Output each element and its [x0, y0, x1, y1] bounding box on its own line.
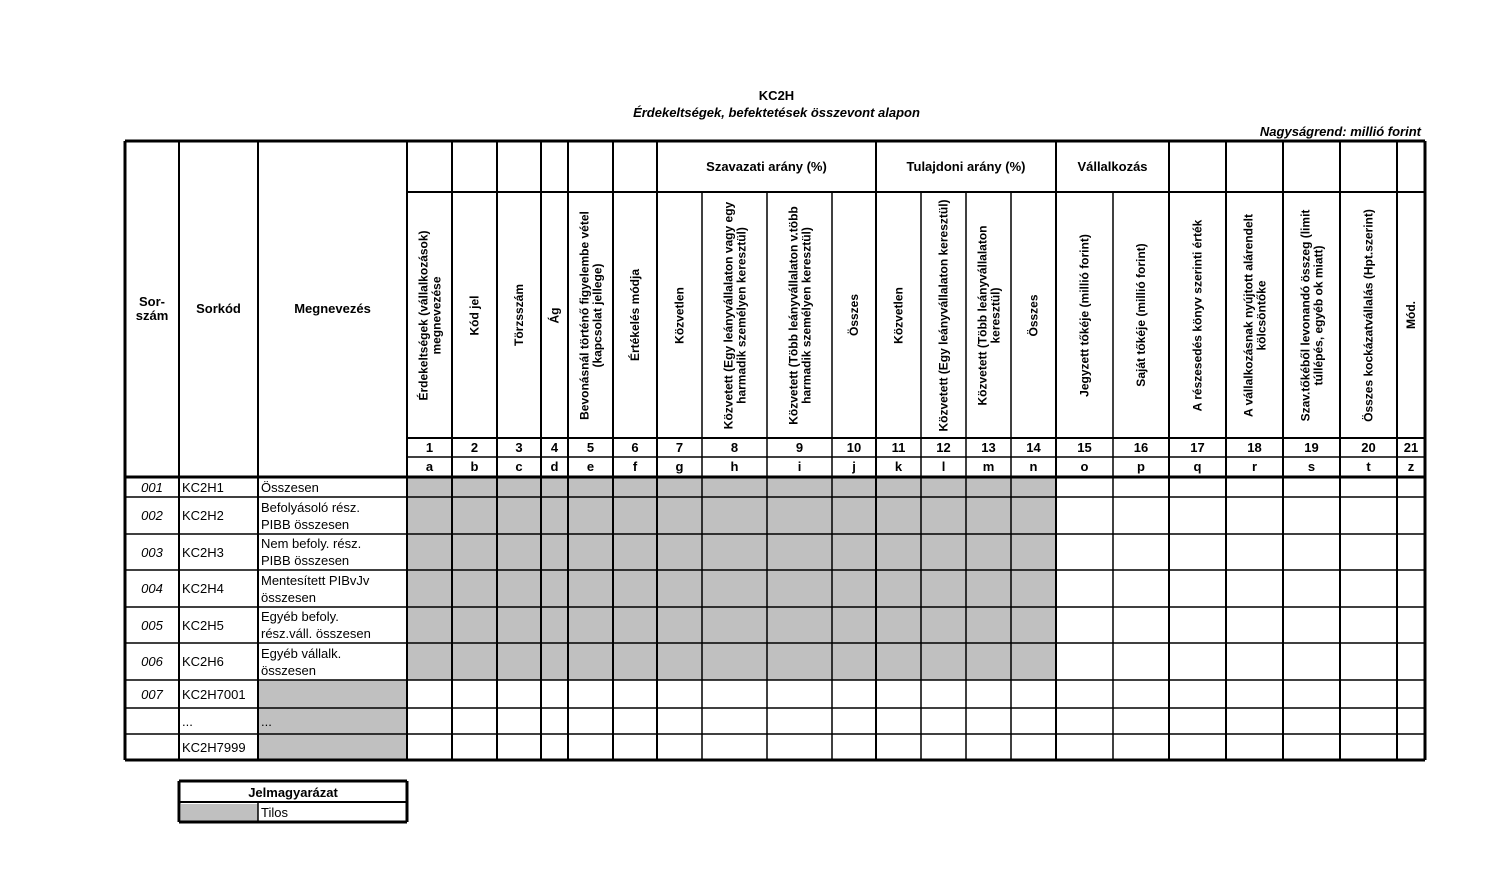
row-megnevezes: Egyéb befoly. rész.váll. összesen	[261, 609, 371, 641]
column-header-19	[1283, 192, 1340, 438]
column-number-18: 18	[1247, 439, 1262, 455]
group-tulajdoni-arany: Tulajdoni arány (%)	[906, 158, 1026, 174]
column-header-9	[767, 192, 832, 438]
forbidden-cell	[407, 477, 1056, 497]
column-header-4	[541, 192, 568, 438]
column-number-17: 17	[1190, 439, 1205, 455]
row-sorkod: KC2H1	[182, 479, 224, 495]
column-header-5	[568, 192, 613, 438]
row-sorszam: 006	[141, 654, 163, 669]
row-sorszam: 001	[141, 479, 163, 495]
column-letter-j: j	[852, 459, 856, 474]
column-letter-m: m	[982, 459, 995, 474]
column-letter-g: g	[675, 459, 684, 474]
column-letter-n: n	[1029, 459, 1038, 474]
column-number-19: 19	[1304, 439, 1319, 455]
forbidden-cell	[407, 534, 1056, 570]
row-megnevezes: Nem befoly. rész. PIBB összesen	[261, 536, 362, 568]
column-letter-o: o	[1080, 459, 1089, 474]
column-header-text: Bevonásnál történő figyelembe vétel (kapcsolat jellege)	[576, 210, 604, 420]
row-sorszam: 002	[141, 508, 163, 523]
column-header-16	[1113, 192, 1169, 438]
column-header-21	[1397, 192, 1425, 438]
group-szavazati-arany: Szavazati arány (%)	[706, 158, 827, 174]
column-header-8	[702, 192, 767, 438]
column-number-12: 12	[936, 439, 951, 455]
group-vallalkozas: Vállalkozás	[1077, 158, 1148, 174]
column-header-text: Érdekeltségek (vállalkozások) megnevezése	[415, 229, 443, 401]
column-number-3: 3	[515, 439, 523, 455]
column-header-11	[876, 192, 921, 438]
header-megnevezes: Megnevezés	[294, 301, 371, 316]
row-sorkod: KC2H5	[182, 617, 224, 633]
row-megnevezes	[261, 680, 407, 708]
column-number-7: 7	[675, 439, 684, 455]
column-header-text: Közvetett (Egy leányvállalaton keresztül)	[936, 198, 950, 432]
column-number-21: 21	[1403, 439, 1419, 455]
row-megnevezes: Egyéb vállalk. összesen	[261, 645, 342, 678]
column-letter-r: r	[1251, 459, 1258, 474]
column-number-16: 16	[1133, 439, 1149, 455]
forbidden-cell	[407, 497, 1056, 534]
row-sorszam	[125, 734, 179, 760]
legend-title: Jelmagyarázat	[248, 784, 338, 800]
row-megnevezes: Összesen	[261, 479, 319, 495]
column-letter-t: t	[1366, 459, 1371, 474]
column-letter-e: e	[586, 459, 595, 474]
column-header-text: Összes kockázatvállalás (Hpt.szerint)	[1361, 208, 1375, 422]
column-letter-h: h	[730, 459, 739, 474]
column-header-15	[1056, 192, 1113, 438]
row-sorkod: KC2H7999	[182, 739, 246, 755]
row-sorszam	[125, 708, 179, 734]
column-header-text: Ág	[547, 307, 561, 323]
column-header-text: Összes	[846, 293, 861, 337]
column-header-2	[452, 192, 497, 438]
column-header-18	[1226, 192, 1283, 438]
column-letter-b: b	[470, 459, 479, 474]
legend-swatch	[181, 804, 258, 821]
column-number-11: 11	[891, 439, 906, 455]
column-header-text: Saját tőkéje (millió forint)	[1133, 243, 1148, 387]
column-header-text: Jegyzett tőkéje (millió forint)	[1077, 233, 1091, 397]
row-sorkod: ...	[182, 713, 193, 729]
legend-label-tilos: Tilos	[261, 804, 288, 820]
column-header-text: Közvetett (Több leányvállalaton v.több harmadik személyen keresztül)	[785, 205, 813, 425]
row-sorkod: KC2H3	[182, 544, 224, 560]
row-sorkod: KC2H6	[182, 654, 224, 669]
header-sorkod: Sorkód	[196, 301, 241, 316]
column-number-15: 15	[1077, 439, 1092, 455]
column-number-9: 9	[795, 439, 804, 455]
header-sorszam: Sor- szám	[135, 294, 169, 323]
unit-note: Nagyságrend: millió forint	[1259, 124, 1421, 139]
column-letter-f: f	[632, 459, 638, 474]
column-letter-q: q	[1193, 459, 1202, 474]
column-number-6: 6	[631, 439, 639, 455]
column-header-1	[407, 192, 452, 438]
column-number-2: 2	[470, 439, 479, 455]
column-letter-i: i	[797, 459, 802, 474]
column-header-text: Törzsszám	[511, 283, 526, 347]
column-header-6	[613, 192, 657, 438]
column-header-12	[921, 192, 966, 438]
forbidden-cell	[407, 643, 1056, 680]
form-code-title: KC2H	[758, 88, 795, 103]
column-number-13: 13	[981, 439, 996, 455]
column-letter-a: a	[425, 459, 434, 474]
column-number-5: 5	[586, 439, 595, 455]
row-megnevezes: Mentesített PIBvJv összesen	[261, 572, 370, 605]
column-header-text: Mód.	[1403, 301, 1418, 329]
row-sorkod: KC2H2	[182, 508, 224, 523]
column-header-text: Kód jel	[467, 295, 481, 336]
forbidden-cell	[407, 607, 1056, 643]
column-header-text: A részesedés könyv szerinti érték	[1190, 219, 1204, 411]
column-letter-z: z	[1407, 459, 1415, 474]
row-megnevezes	[261, 734, 407, 760]
column-header-text: Közvetlen	[891, 286, 905, 344]
row-sorkod: KC2H4	[182, 581, 224, 596]
column-header-20	[1340, 192, 1397, 438]
column-number-20: 20	[1361, 439, 1376, 455]
column-number-14: 14	[1026, 439, 1041, 455]
column-header-17	[1169, 192, 1226, 438]
row-sorkod: KC2H7001	[182, 686, 246, 702]
column-number-4: 4	[550, 439, 559, 455]
column-header-10	[832, 192, 876, 438]
form-subtitle: Érdekeltségek, befektetések összevont alapon	[633, 105, 920, 120]
row-sorszam: 007	[141, 686, 163, 702]
row-sorszam: 003	[141, 544, 163, 560]
column-header-text: Szav.tőkéből levonandó összeg (limit túllépés, egyéb ok miatt)	[1297, 209, 1325, 421]
column-number-10: 10	[846, 439, 862, 455]
column-header-text: Értékelés módja	[627, 268, 642, 362]
column-header-text: Közvetett (Több leányvállalaton keresztül)	[974, 224, 1002, 406]
column-letter-k: k	[894, 459, 903, 474]
column-header-7	[657, 192, 702, 438]
column-header-text: Összes	[1026, 293, 1040, 337]
row-megnevezes: Befolyásoló rész. PIBB összesen	[261, 499, 360, 532]
column-letter-c: c	[515, 459, 523, 474]
row-megnevezes: ...	[261, 713, 272, 729]
column-header-text: Közvetlen	[672, 286, 686, 344]
row-sorszam: 004	[141, 581, 163, 596]
column-letter-p: p	[1137, 459, 1145, 474]
forbidden-cell	[407, 570, 1056, 607]
column-header-text: Közvetett (Egy leányvállalaton vagy egy harmadik személyen keresztül)	[720, 201, 748, 429]
column-letter-s: s	[1307, 459, 1316, 474]
row-sorszam: 005	[141, 617, 163, 633]
column-header-13	[966, 192, 1011, 438]
column-number-1: 1	[425, 439, 434, 455]
column-letter-d: d	[550, 459, 559, 474]
column-letter-l: l	[941, 459, 946, 474]
column-header-14	[1011, 192, 1056, 438]
column-header-3	[497, 192, 541, 438]
column-number-8: 8	[730, 439, 739, 455]
column-header-text: A vállalkozásnak nyújtott alárendelt kölcsöntőke	[1240, 213, 1268, 417]
